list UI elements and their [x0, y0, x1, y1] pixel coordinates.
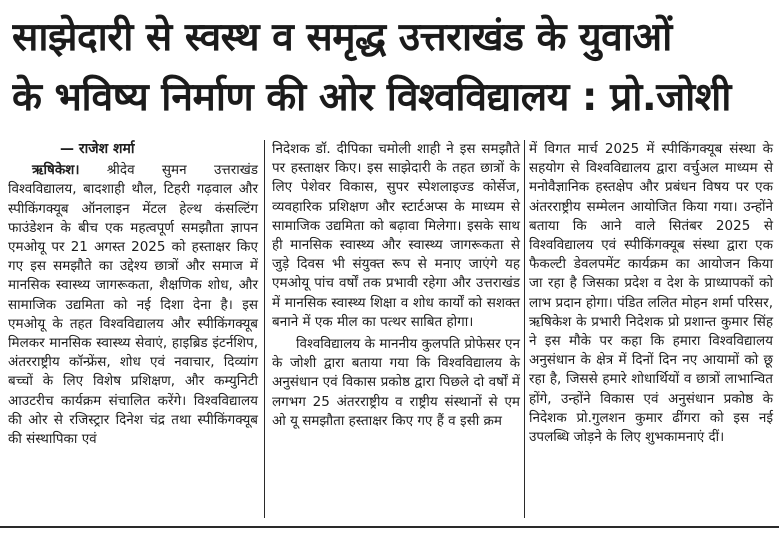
article-column-1	[8, 140, 258, 449]
article-column-3	[529, 140, 773, 447]
article-column-2	[272, 140, 520, 431]
paragraph: निदेशक डॉ. दीपिका चमोली शाही ने इस समझौते पर हस्ताक्षर किए। इस साझेदारी के तहत छात्रों के लिए पेशेवर विकास, सुपर स्पेशलाइज्ड कोर्सेज, व्यवहारिक प्रशिक्षण और स्टार्टअप्स के माध्यम से सामाजिक उद्यमिता को बढ़ावा मिलेगा। इसके साथ ही मानसिक स्वास्थ्य और स्वास्थ्य जागरूकता से जुड़े दिवस भी संयुक्त रूप से मनाए जाएंगे यह एमओयू पांच वर्षों तक प्रभावी रहेगा और उत्तराखंड में मानसिक स्वास्थ्य शिक्षा व शोध कार्यों को सशक्त बनाने में एक मील का पत्थर साबित होगा।	[272, 141, 520, 330]
paragraph: में विगत मार्च 2025 में स्पीकिंगक्यूब संस्था के सहयोग से विश्वविद्यालय द्वारा वर्चुअल माध्यम से मनोवैज्ञानिक हस्तक्षेप और प्रबंधन विषय पर एक अंतरराष्ट्रीय सम्मेलन आयोजित किया गया। उन्होंने बताया कि आने वाले सितंबर 2025 से विश्वविद्यालय एवं स्पीकिंगक्यूब संस्था द्वारा एक फैकल्टी डेवलपमेंट कार्यक्रम का आयोजन किया जा रहा है जिसका प्रदेश व देश के प्राध्यापकों को लाभ प्रदान होगा। पंडित ललित मोहन शर्मा परिसर, ऋषिकेश के प्रभारी निदेशक प्रो प्रशान्त कुमार सिंह ने इस मौके पर कहा कि हमारा विश्वविद्यालय अनुसंधान के क्षेत्र में दिनों दिन नए आयामों को छू रहा है, जिससे हमारे शोधार्थियों व छात्रों लाभान्वित होंगे, उन्होंने विकास एवं अनुसंधान प्रकोष्ठ के निदेशक प्रो.गुलशन कुमार ढींगरा को इस नई उपलब्धि जोड़ने के लिए शुभकामनाएं दीं।	[529, 141, 773, 446]
headline-line-1: साझेदारी से स्वस्थ व समृद्ध उत्तराखंड के युवाओं	[12, 15, 672, 60]
column-divider	[524, 140, 525, 518]
byline: — राजेश शर्मा	[60, 141, 135, 157]
dateline: ऋषिकेश।	[32, 162, 80, 179]
bottom-rule	[0, 526, 779, 528]
paragraph: विश्वविद्यालय के माननीय कुलपति प्रोफेसर एन के जोशी द्वारा बताया गया कि विश्वविद्यालय के अनुसंधान एवं विकास प्रकोष्ठ द्वारा पिछले दो वर्षों में लगभग 25 अंतरराष्ट्रीय व राष्ट्रीय संस्थानों से एम ओ यू समझौता हस्ताक्षर किए गए हैं व इसी क्रम	[272, 336, 520, 429]
column-divider	[264, 140, 265, 518]
paragraph	[8, 161, 258, 449]
paragraph-text: श्रीदेव सुमन उत्तराखंड विश्वविद्यालय, बादशाही थौल, टिहरी गढ़वाल और स्पीकिंगक्यूब ऑनलाइन मेंटल हेल्थ कंसल्टिंग फाउंडेशन के बीच एक महत्वपूर्ण समझौता ज्ञापन एमओयू पर 21 अगस्त 2025 को हस्ताक्षर किए गए इस समझौते का उद्देश्य छात्रों और समाज में मानसिक स्वास्थ्य जागरूकता, शैक्षणिक शोध, और सामाजिक उद्यमिता को नई दिशा देना है। इस एमओयू के तहत विश्वविद्यालय और स्पीकिंगक्यूब मिलकर मानसिक स्वास्थ्य सेवाएं, हाइब्रिड इंटर्नशिप, अंतरराष्ट्रीय कॉन्फ्रेंस, शोध एवं नवाचार, दिव्यांग बच्चों के लिए विशेष प्रशिक्षण, और कम्युनिटी आउटरीच कार्यक्रम संचालित करेंगे। विश्वविद्यालय की ओर से रजिस्ट्रार दिनेश चंद्र तथा स्पीकिंगक्यूब की संस्थापिका एवं	[8, 162, 258, 448]
headline-line-2: के भविष्य निर्माण की ओर विश्वविद्यालय : प्रो.जोशी	[12, 75, 731, 120]
